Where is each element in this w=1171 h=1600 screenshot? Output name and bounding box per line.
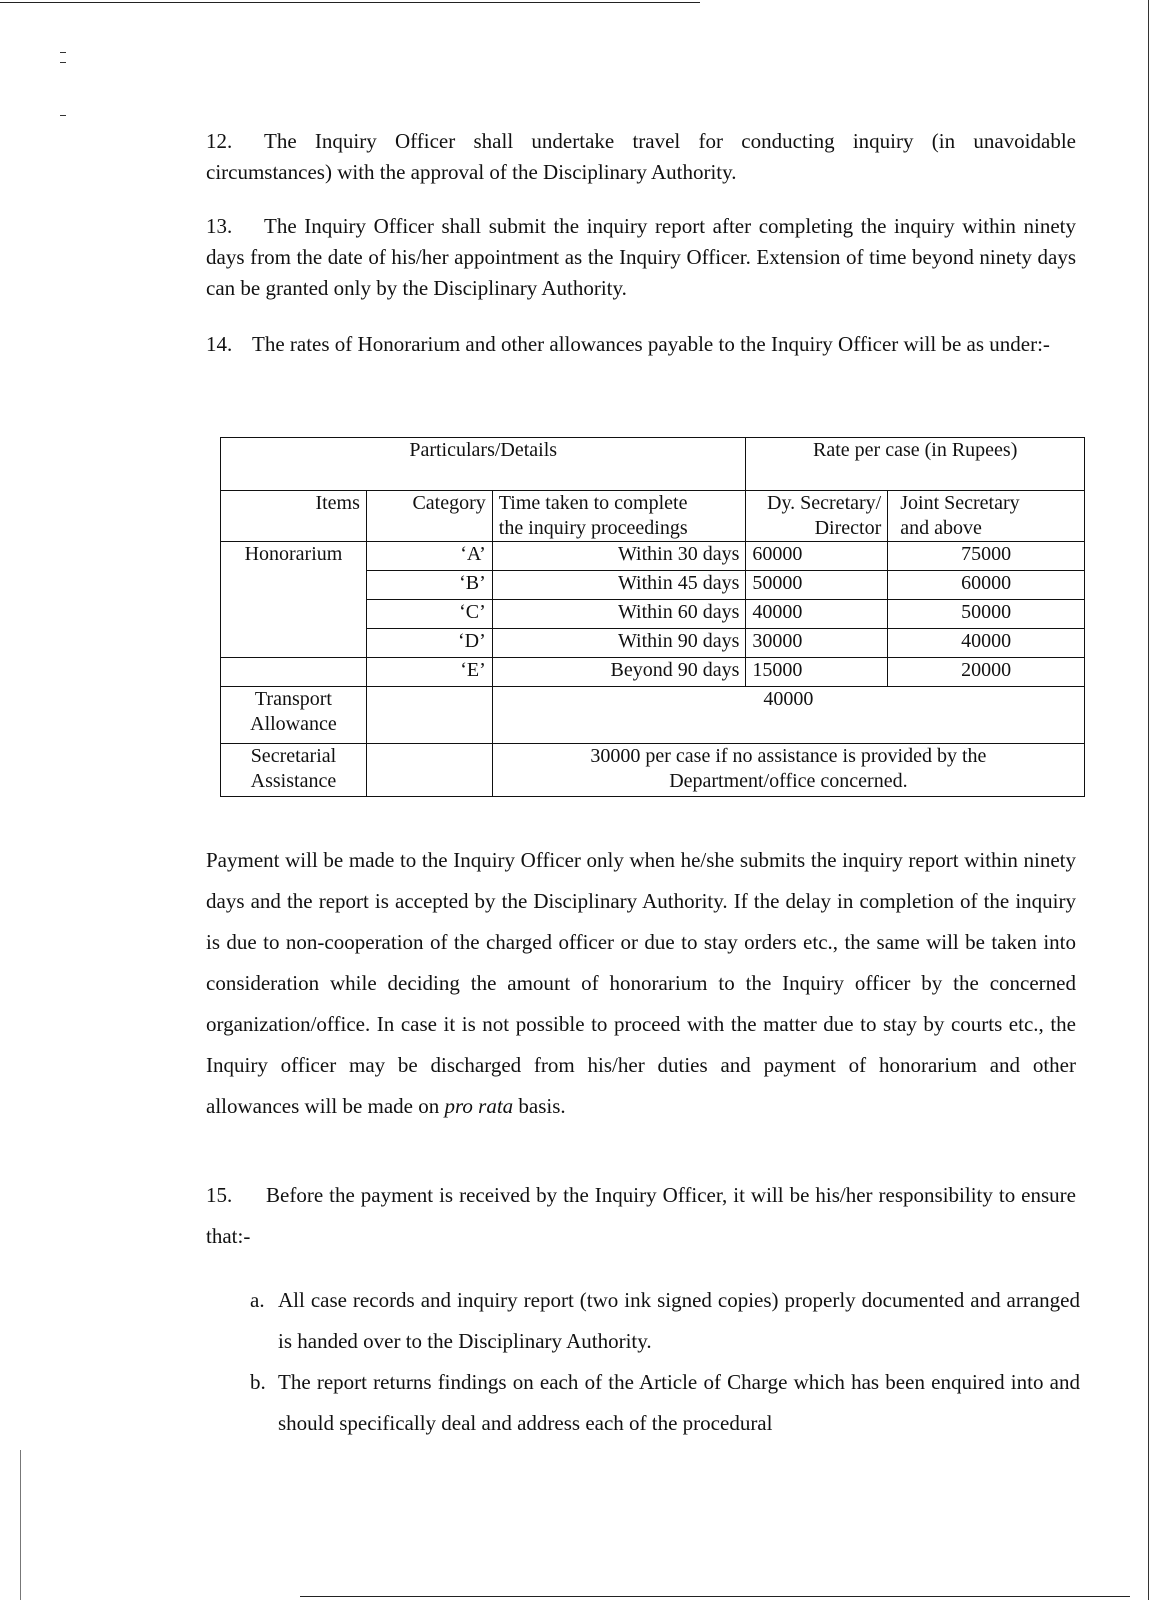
cell-empty (366, 744, 492, 797)
header-time-taken (492, 491, 746, 542)
cell-empty (221, 600, 367, 629)
responsibility-list (250, 1280, 1080, 1444)
table-row-secretarial (221, 744, 1085, 797)
header-rate: Rate per case (in Rupees) (746, 438, 1085, 491)
secretarial-value-line-2: Department/office concerned. (669, 770, 908, 792)
transport-label-line-2: Allowance (250, 713, 337, 735)
cell-empty (221, 629, 367, 658)
cell-empty (366, 687, 492, 744)
paragraph-text: The rates of Honorarium and other allowances payable to the Inquiry Officer will be as under:- (252, 332, 1050, 356)
cell-dy-rate: 60000 (746, 542, 888, 571)
header-time-line-1: Time taken to complete (498, 492, 688, 514)
list-marker: a. (250, 1288, 265, 1312)
scan-speck (60, 52, 66, 53)
header-items: Items (221, 491, 367, 542)
secretarial-label-line-1: Secretarial (250, 745, 337, 767)
payment-text: Payment will be made to the Inquiry Officer only when he/she submits the inquiry report within ninety days and the report is accepted by the Disciplinary Authority. If the delay in completion of the inquiry is due to non-cooperation of the charged officer or due to stay orders etc., the same will be taken into consideration while deciding the amount of honorarium to the Inquiry officer by the concerned organization/office. In case it is not possible to proceed with the matter due to stay by courts etc., the Inquiry officer may be discharged from his/her duties and payment of honorarium and other allowances will be made on (206, 848, 1076, 1118)
paragraph-text: The Inquiry Officer shall undertake travel for conducting inquiry (in unavoidable circumstances) with the approval of the Disciplinary Authority. (206, 129, 1076, 184)
honorarium-label: Honorarium (221, 542, 367, 571)
header-joint-secretary (888, 491, 1085, 542)
cell-time: Within 45 days (492, 571, 746, 600)
table-header-row (221, 438, 1085, 491)
table-row-transport (221, 687, 1085, 744)
paragraph-number: 14. (206, 332, 233, 356)
cell-dy-rate: 40000 (746, 600, 888, 629)
cell-category: ‘B’ (366, 571, 492, 600)
paragraph-number: 13. (206, 214, 233, 238)
header-js-line-1: Joint Secretary (900, 492, 1020, 514)
paragraph-text: Before the payment is received by the Inquiry Officer, it will be his/her responsibility to ensure that:- (206, 1183, 1076, 1248)
table-row (221, 658, 1085, 687)
header-time-line-2: the inquiry proceedings (498, 517, 688, 539)
payment-text-end: basis. (518, 1094, 566, 1118)
list-item (250, 1280, 1080, 1362)
cell-time: Within 30 days (492, 542, 746, 571)
header-particulars: Particulars/Details (221, 438, 746, 491)
scan-speck (60, 62, 66, 63)
cell-dy-rate: 15000 (746, 658, 888, 687)
list-marker: b. (250, 1370, 266, 1394)
header-dy-secretary (746, 491, 888, 542)
cell-time: Within 60 days (492, 600, 746, 629)
list-item (250, 1362, 1080, 1444)
paragraph-text: The Inquiry Officer shall submit the inquiry report after completing the inquiry within ninety days from the date of his/her appointment as the Inquiry Officer. Extension of time beyond ninety days can be granted only by the Disciplinary Authority. (206, 214, 1076, 300)
payment-paragraph (206, 840, 1076, 1127)
paragraph-14 (206, 324, 1076, 364)
cell-category: ‘D’ (366, 629, 492, 658)
list-text: The report returns findings on each of the Article of Charge which has been enquired into and should specifically deal and address each of the procedural (278, 1370, 1080, 1435)
paragraph-number: 15. (206, 1183, 233, 1207)
honorarium-rates-table (220, 437, 1085, 797)
scan-edge-top (0, 2, 700, 3)
payment-italic-term: pro rata (444, 1094, 514, 1118)
secretarial-label (221, 744, 367, 797)
cell-category: ‘A’ (366, 542, 492, 571)
cell-js-rate: 75000 (888, 542, 1085, 571)
table-subheader-row (221, 491, 1085, 542)
header-category: Category (366, 491, 492, 542)
transport-label (221, 687, 367, 744)
secretarial-label-line-2: Assistance (250, 770, 337, 792)
cell-dy-rate: 30000 (746, 629, 888, 658)
scan-edge-bottom (300, 1596, 1130, 1597)
cell-time: Within 90 days (492, 629, 746, 658)
header-dy-line-1: Dy. Secretary/ (767, 492, 882, 514)
cell-category: ‘E’ (366, 658, 492, 687)
paragraph-13 (206, 211, 1076, 304)
scan-speck (60, 115, 66, 116)
secretarial-value-line-1: 30000 per case if no assistance is provided by the (590, 745, 987, 767)
paragraph-15 (206, 1175, 1076, 1257)
cell-category: ‘C’ (366, 600, 492, 629)
list-text: All case records and inquiry report (two ink signed copies) properly documented and arranged is handed over to the Disciplinary Authority. (278, 1288, 1080, 1353)
header-js-line-2: and above (900, 517, 982, 539)
cell-js-rate: 60000 (888, 571, 1085, 600)
cell-empty (221, 571, 367, 600)
cell-js-rate: 40000 (888, 629, 1085, 658)
table-row (221, 600, 1085, 629)
header-dy-line-2: Director (814, 517, 882, 539)
cell-dy-rate: 50000 (746, 571, 888, 600)
table-row (221, 542, 1085, 571)
scan-edge-right (1148, 0, 1149, 1600)
paragraph-12 (206, 126, 1076, 188)
table-row (221, 571, 1085, 600)
secretarial-value (492, 744, 1084, 797)
cell-empty (221, 658, 367, 687)
transport-label-line-1: Transport (254, 688, 332, 710)
cell-js-rate: 50000 (888, 600, 1085, 629)
paragraph-number: 12. (206, 129, 233, 153)
scan-edge-left (20, 1450, 21, 1600)
transport-value: 40000 (492, 687, 1084, 744)
table-row (221, 629, 1085, 658)
cell-js-rate: 20000 (888, 658, 1085, 687)
cell-time: Beyond 90 days (492, 658, 746, 687)
